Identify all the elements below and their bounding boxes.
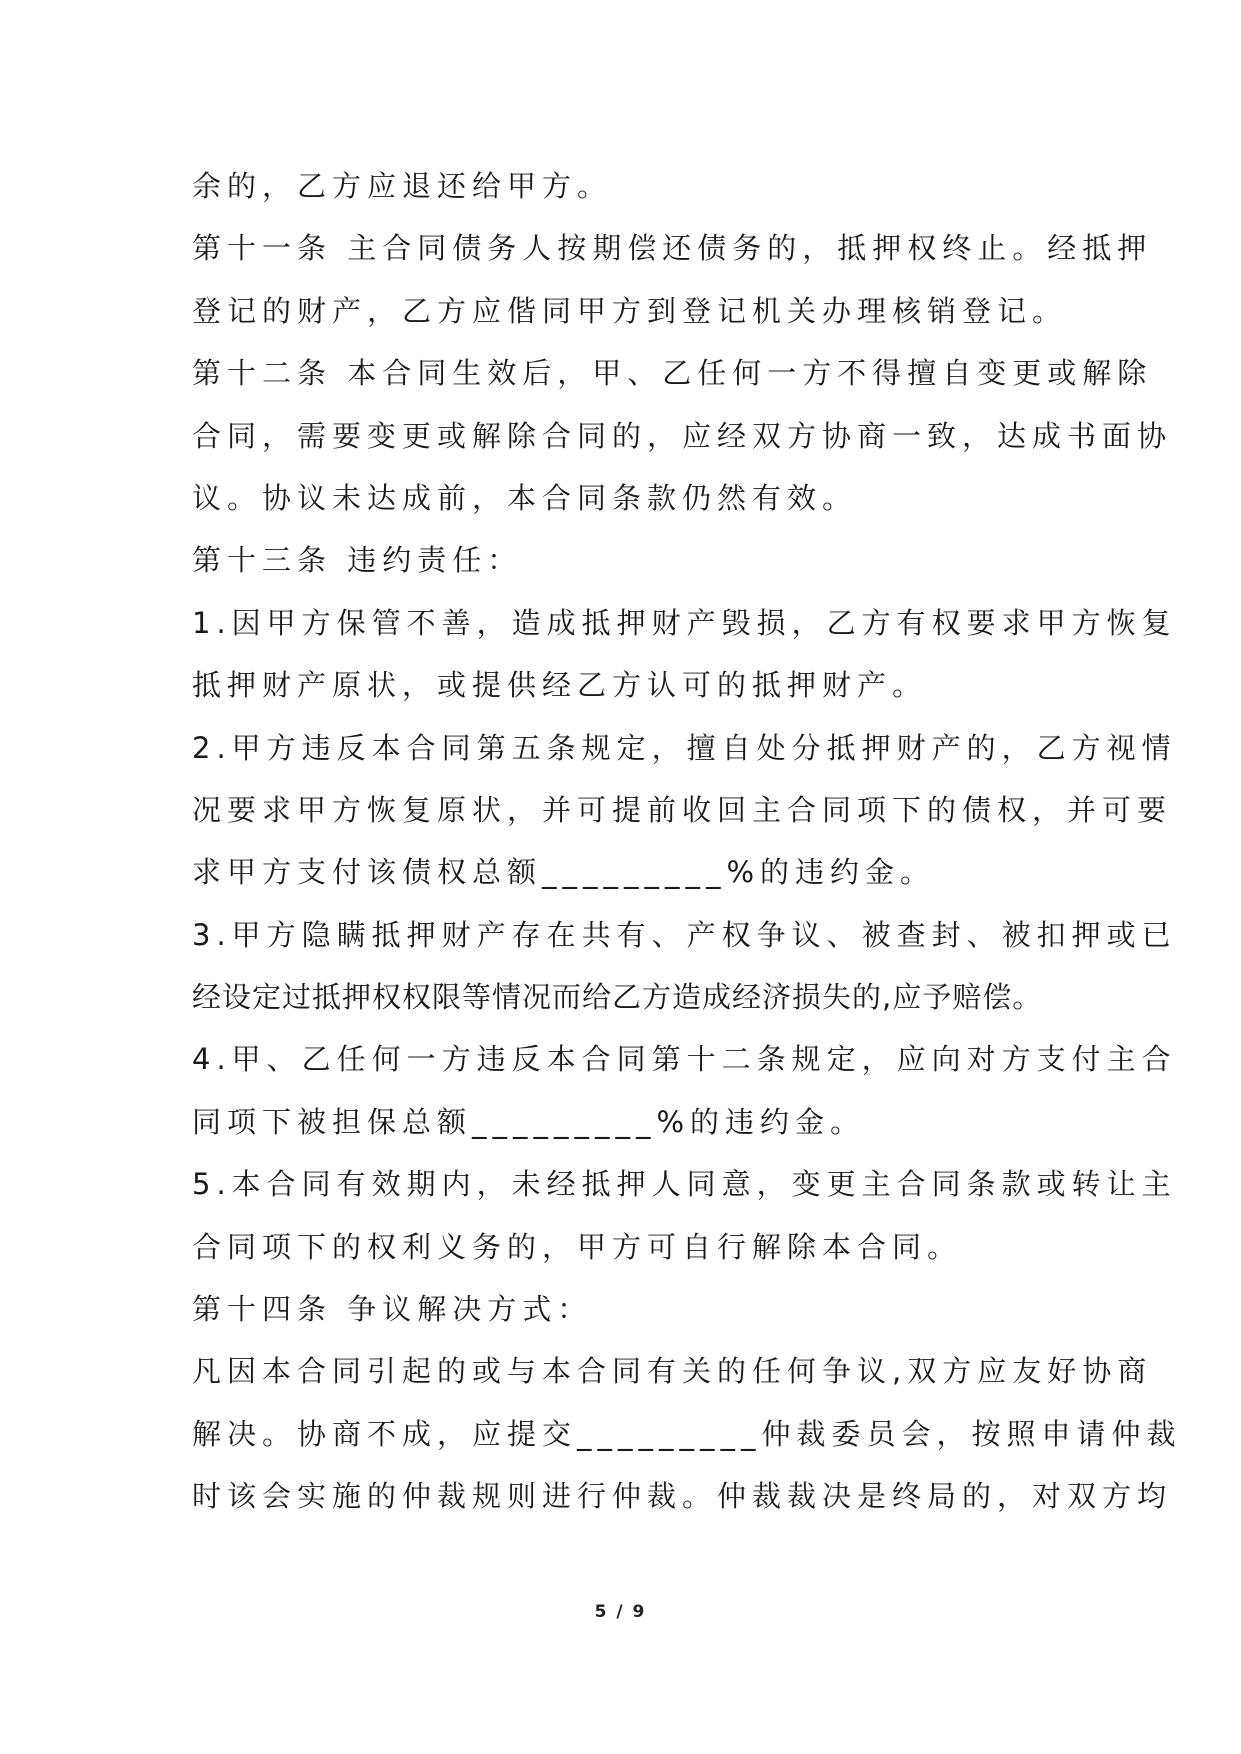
- text-line: 4.甲、乙任何一方违反本合同第十二条规定，应向对方支付主合: [192, 1042, 1177, 1077]
- text-line: 1.因甲方保管不善，造成抵押财产毁损，乙方有权要求甲方恢复: [192, 605, 1177, 640]
- text-line: 第十一条 主合同债务人按期偿还债务的，抵押权终止。经抵押: [192, 231, 1153, 266]
- text-line: 余的，乙方应退还给甲方。: [192, 169, 613, 203]
- text-line: 3.甲方隐瞒抵押财产存在共有、产权争议、被查封、被扣押或已: [192, 917, 1177, 952]
- text-line: 况要求甲方恢复原状，并可提前收回主合同项下的债权，并可要: [192, 792, 1173, 827]
- page-number: 5 / 9: [594, 1602, 647, 1622]
- contract-body: [192, 155, 1182, 1528]
- text-line: 解决。协商不成，应提交_________仲裁委员会，按照申请仲裁: [192, 1416, 1182, 1451]
- text-line: 求甲方支付该债权总额_________%的违约金。: [192, 855, 936, 890]
- text-line: 合同项下的权利义务的，甲方可自行解除本合同。: [192, 1229, 963, 1264]
- text-line: 第十三条 违约责任：: [192, 543, 523, 578]
- text-line: 同项下被担保总额_________%的违约金。: [192, 1104, 866, 1139]
- text-line: 抵押财产原状，或提供经乙方认可的抵押财产。: [192, 668, 928, 703]
- text-line: 合同，需要变更或解除合同的，应经双方协商一致，达成书面协: [192, 418, 1173, 453]
- text-line: 2.甲方违反本合同第五条规定，擅自处分抵押财产的，乙方视情: [192, 730, 1177, 765]
- text-line: 时该会实施的仲裁规则进行仲裁。仲裁裁决是终局的，对双方均: [192, 1479, 1173, 1514]
- text-line: 凡因本合同引起的或与本合同有关的任何争议,双方应友好协商: [192, 1354, 1153, 1389]
- text-line: 议。协议未达成前，本合同条款仍然有效。: [192, 480, 858, 515]
- text-line: 第十二条 本合同生效后，甲、乙任何一方不得擅自变更或解除: [192, 356, 1153, 391]
- text-line: 经设定过抵押权权限等情况而给乙方造成经济损失的,应予赔偿。: [192, 980, 1043, 1015]
- text-line: 第十四条 争议解决方式：: [192, 1292, 593, 1327]
- text-line: 5.本合同有效期内，未经抵押人同意，变更主合同条款或转让主: [192, 1167, 1177, 1202]
- text-line: 登记的财产，乙方应偕同甲方到登记机关办理核销登记。: [192, 293, 1068, 328]
